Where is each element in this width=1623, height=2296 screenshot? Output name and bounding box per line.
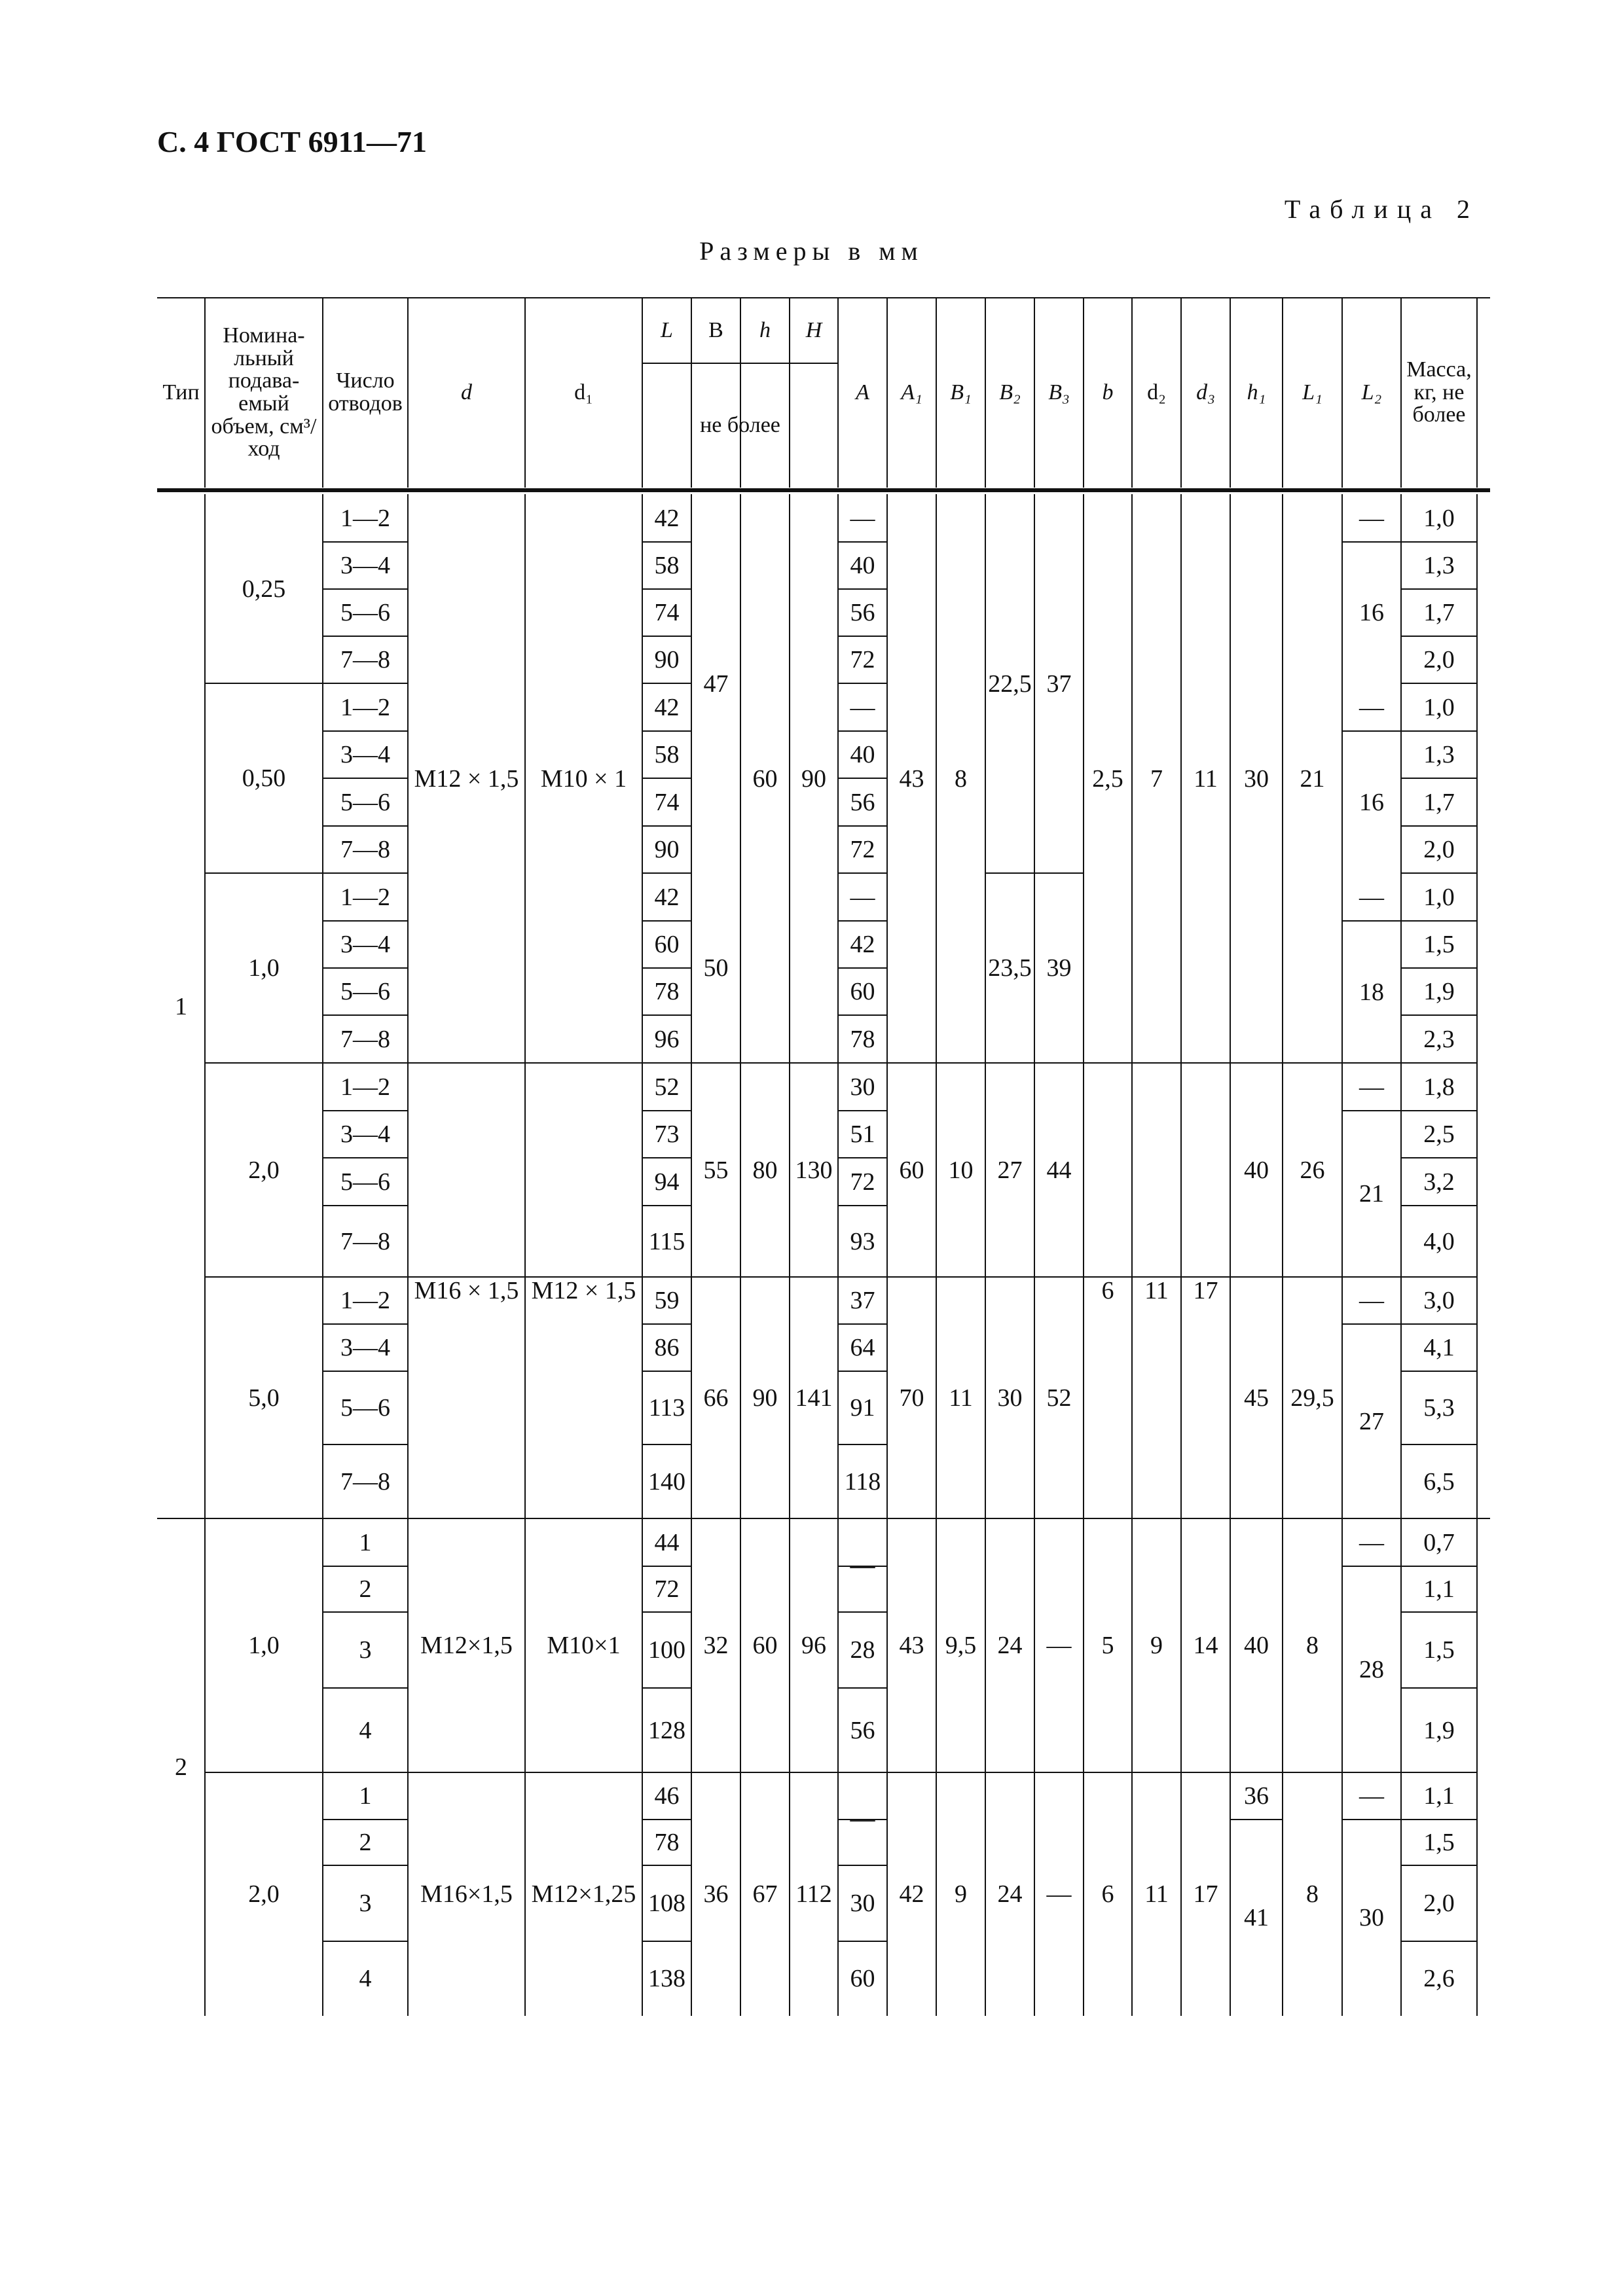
L-cell: 58	[654, 741, 680, 768]
A-cell: 64	[850, 1334, 875, 1361]
header-A1: A₁	[901, 380, 922, 404]
header-L2: L₂	[1361, 380, 1382, 404]
d-cell: M12 × 1,5	[414, 764, 519, 793]
h-cell: 90	[752, 1384, 778, 1412]
B2-cell: 22,5	[988, 670, 1032, 698]
A-cell: 56	[850, 1716, 875, 1744]
B1-cell: 8	[955, 764, 967, 793]
mass-cell: 2,0	[1423, 1890, 1455, 1917]
mass-cell: 1,5	[1423, 931, 1455, 958]
L2-cell: 28	[1359, 1655, 1384, 1683]
header-L: L	[661, 317, 673, 342]
L-cell: 108	[648, 1890, 685, 1917]
b-cell: 6	[1101, 1880, 1114, 1908]
h1-cell: 45	[1244, 1384, 1269, 1412]
B-cell: 36	[703, 1880, 729, 1908]
B2-cell: 24	[997, 1880, 1023, 1908]
B3-cell: —	[1046, 1880, 1072, 1908]
A-cell: 30	[850, 1890, 875, 1917]
L-cell: 42	[654, 504, 680, 532]
h-cell: 60	[752, 764, 778, 793]
header-b: b	[1102, 380, 1114, 404]
mass-cell: 1,5	[1423, 1636, 1455, 1664]
L-cell: 46	[654, 1782, 680, 1810]
units-note: Размеры в мм	[699, 236, 924, 266]
mass-cell: 5,3	[1423, 1394, 1455, 1422]
mass-cell: 1,3	[1423, 741, 1455, 768]
outlet-cell: 2	[359, 1829, 372, 1856]
H-cell: 141	[795, 1384, 833, 1412]
H-cell: 112	[795, 1880, 832, 1908]
volume-cell: 5,0	[248, 1384, 280, 1412]
outlet-cell: 5—6	[340, 788, 390, 816]
L1-cell: 26	[1300, 1156, 1325, 1184]
mass-cell: 1,0	[1423, 504, 1455, 532]
outlet-cell: 1—2	[340, 1287, 390, 1314]
volume-cell: 1,0	[248, 954, 280, 982]
mass-cell: 4,1	[1423, 1334, 1455, 1361]
header-d3: d₃	[1196, 380, 1215, 404]
B1-cell: 9,5	[945, 1632, 977, 1659]
L2-cell: 27	[1359, 1407, 1384, 1435]
A-cell: 72	[850, 646, 875, 673]
L-cell: 128	[648, 1716, 685, 1744]
outlet-cell: 5—6	[340, 599, 390, 626]
B-cell: 32	[703, 1632, 729, 1659]
volume-cell: 0,25	[242, 575, 286, 603]
b-cell: 6	[1101, 1277, 1114, 1304]
L2-cell: 21	[1359, 1180, 1384, 1208]
A-cell: —	[850, 1805, 875, 1833]
header-B1: B₁	[950, 380, 972, 404]
mass-cell: 2,5	[1423, 1121, 1455, 1148]
volume-cell: 2,0	[248, 1880, 280, 1908]
volume-cell: 1,0	[248, 1632, 280, 1659]
A-cell: 42	[850, 931, 875, 958]
outlet-cell: 3—4	[340, 1334, 390, 1361]
outlet-cell: 3—4	[340, 552, 390, 579]
L2-cell: —	[1359, 504, 1384, 532]
A-cell: 30	[850, 1073, 875, 1101]
B2-cell: 24	[997, 1632, 1023, 1659]
B3-cell: 52	[1046, 1384, 1072, 1412]
header-d2: d₂	[1147, 380, 1166, 404]
d-cell: M16 × 1,5	[414, 1277, 519, 1304]
L-cell: 74	[654, 599, 680, 626]
mass-cell: 1,8	[1423, 1073, 1455, 1101]
B-cell: 66	[703, 1384, 729, 1412]
d3-cell: 11	[1194, 764, 1218, 793]
B2-cell: 23,5	[988, 954, 1032, 982]
A1-cell: 70	[899, 1384, 924, 1412]
mass-cell: 2,0	[1423, 646, 1455, 673]
h-cell: 67	[752, 1880, 778, 1908]
A-cell: 51	[850, 1121, 875, 1148]
header-B2: B₂	[999, 380, 1021, 404]
h-cell: 60	[752, 1632, 778, 1659]
A-cell: 60	[850, 1965, 875, 1992]
header-type: Тип	[162, 380, 200, 404]
L-cell: 113	[648, 1394, 685, 1422]
table-label: Таблица 2	[1284, 194, 1479, 224]
L-cell: 44	[654, 1528, 680, 1556]
outlet-cell: 7—8	[340, 646, 390, 673]
mass-cell: 1,9	[1423, 1716, 1455, 1744]
B3-cell: 37	[1046, 670, 1072, 698]
outlet-cell: 7—8	[340, 836, 390, 863]
B3-cell: 44	[1046, 1156, 1072, 1184]
mass-cell: 1,0	[1423, 693, 1455, 721]
mass-cell: 4,0	[1423, 1227, 1455, 1255]
outlet-cell: 5—6	[340, 978, 390, 1005]
L-cell: 138	[648, 1965, 685, 1992]
header-outlets: Число отводов	[328, 368, 403, 416]
d3-cell: 17	[1193, 1880, 1218, 1908]
A-cell: —	[850, 504, 875, 532]
L-cell: 74	[654, 788, 680, 816]
h1-cell: 40	[1244, 1632, 1269, 1659]
L-cell: 115	[648, 1227, 685, 1255]
L2-cell: —	[1359, 883, 1384, 911]
mass-cell: 1,9	[1423, 978, 1455, 1005]
outlet-cell: 1	[359, 1528, 372, 1556]
L-cell: 90	[654, 646, 680, 673]
mass-cell: 1,7	[1423, 599, 1455, 626]
mass-cell: 1,1	[1423, 1782, 1455, 1810]
B-cell: 55	[703, 1156, 729, 1184]
B3-cell: —	[1046, 1632, 1072, 1659]
d1-cell: M12×1,25	[531, 1880, 636, 1908]
header-max-note: не более	[700, 412, 780, 437]
outlet-cell: 4	[359, 1716, 372, 1744]
header-A: A	[856, 380, 869, 404]
header-B3: B₃	[1048, 380, 1070, 404]
outlet-cell: 4	[359, 1965, 372, 1992]
outlet-cell: 1	[359, 1782, 372, 1810]
A-cell: 72	[850, 836, 875, 863]
outlet-cell: 3	[359, 1890, 372, 1917]
d2-cell: 11	[1144, 1880, 1169, 1908]
mass-cell: 1,0	[1423, 883, 1455, 911]
B2-cell: 27	[997, 1156, 1023, 1184]
d1-cell: M12 × 1,5	[531, 1277, 636, 1304]
header-volume: Номина-льный подава-емый объем, см³/ход	[211, 323, 317, 461]
A-cell: 93	[850, 1227, 875, 1255]
d2-cell: 9	[1150, 1632, 1163, 1659]
outlet-cell: 5—6	[340, 1394, 390, 1422]
page-header: С. 4 ГОСТ 6911—71	[157, 125, 428, 158]
outlet-cell: 7—8	[340, 1227, 390, 1255]
A-cell: 72	[850, 1168, 875, 1196]
A-cell: 37	[850, 1287, 875, 1314]
h1-cell: 30	[1244, 764, 1269, 793]
outlet-cell: 3	[359, 1636, 372, 1664]
volume-cell: 0,50	[242, 764, 286, 792]
L1-cell: 29,5	[1290, 1384, 1334, 1412]
L2-cell: —	[1359, 1287, 1384, 1314]
A-cell: —	[850, 883, 875, 911]
A-cell: 40	[850, 552, 875, 579]
L-cell: 42	[654, 883, 680, 911]
header-L1: L₁	[1302, 380, 1322, 404]
L-cell: 72	[654, 1575, 680, 1603]
mass-cell: 0,7	[1423, 1528, 1455, 1556]
A1-cell: 43	[899, 1632, 924, 1659]
d1-cell: M10 × 1	[540, 764, 627, 793]
L-cell: 73	[654, 1121, 680, 1148]
mass-cell: 2,6	[1423, 1965, 1455, 1992]
H-cell: 130	[795, 1156, 833, 1184]
mass-cell: 3,0	[1423, 1287, 1455, 1314]
H-cell: 96	[801, 1632, 826, 1659]
d1-cell: M10×1	[547, 1632, 621, 1659]
L-cell: 58	[654, 552, 680, 579]
h1-cell: 40	[1244, 1156, 1269, 1184]
A-cell: —	[850, 1551, 875, 1579]
outlet-cell: 2	[359, 1575, 372, 1603]
mass-cell: 3,2	[1423, 1168, 1455, 1196]
L-cell: 52	[654, 1073, 680, 1101]
volume-cell: 2,0	[248, 1156, 280, 1184]
outlet-cell: 1—2	[340, 504, 390, 532]
header-d1: d₁	[574, 380, 593, 404]
A-cell: 78	[850, 1025, 875, 1053]
H-cell: 90	[801, 764, 826, 793]
d2-cell: 11	[1144, 1277, 1169, 1304]
outlet-cell: 7—8	[340, 1025, 390, 1053]
header-h: h	[759, 317, 771, 342]
A1-cell: 43	[899, 764, 924, 793]
L2-cell: —	[1359, 1073, 1384, 1101]
A-cell: —	[850, 693, 875, 721]
type-cell: 1	[175, 992, 187, 1020]
header-H: H	[805, 317, 822, 342]
A-cell: 56	[850, 788, 875, 816]
L-cell: 140	[648, 1467, 685, 1496]
mass-cell: 2,3	[1423, 1025, 1455, 1053]
d3-cell: 17	[1193, 1277, 1218, 1304]
d2-cell: 7	[1150, 764, 1163, 793]
h-cell: 80	[752, 1156, 778, 1184]
L-cell: 42	[654, 693, 680, 721]
header-d: d	[461, 380, 472, 404]
A-cell: 91	[850, 1394, 875, 1422]
outlet-cell: 1—2	[340, 1073, 390, 1101]
header-mass: Масса, кг, не более	[1406, 357, 1472, 427]
outlet-cell: 3—4	[340, 931, 390, 958]
L1-cell: 8	[1306, 1880, 1319, 1908]
L2-cell: —	[1359, 1528, 1384, 1556]
L2-cell: 16	[1359, 599, 1384, 626]
L1-cell: 8	[1306, 1632, 1319, 1659]
L2-cell: 18	[1359, 978, 1384, 1006]
header-h1: h₁	[1247, 380, 1266, 404]
outlet-cell: 7—8	[340, 1467, 390, 1496]
L-cell: 59	[654, 1287, 680, 1314]
mass-cell: 1,3	[1423, 552, 1455, 579]
h1-cell: 36	[1244, 1782, 1269, 1810]
b-cell: 5	[1101, 1632, 1114, 1659]
outlet-cell: 3—4	[340, 741, 390, 768]
outlet-cell: 1—2	[340, 693, 390, 721]
L2-cell: —	[1359, 1782, 1384, 1810]
B1-cell: 11	[949, 1384, 973, 1412]
b-cell: 2,5	[1092, 764, 1123, 793]
A-cell: 40	[850, 741, 875, 768]
B-cell: 50	[703, 954, 729, 982]
A1-cell: 42	[899, 1880, 924, 1908]
L1-cell: 21	[1300, 764, 1325, 793]
B1-cell: 9	[955, 1880, 967, 1908]
B-cell: 47	[703, 670, 729, 698]
outlet-cell: 5—6	[340, 1168, 390, 1196]
L-cell: 96	[654, 1025, 680, 1053]
outlet-cell: 1—2	[340, 883, 390, 911]
L-cell: 86	[654, 1334, 680, 1361]
outlet-cell: 3—4	[340, 1121, 390, 1148]
mass-cell: 6,5	[1423, 1467, 1455, 1496]
d-cell: M16×1,5	[420, 1880, 513, 1908]
A-cell: 118	[844, 1467, 881, 1496]
B2-cell: 30	[997, 1384, 1023, 1412]
A-cell: 60	[850, 978, 875, 1005]
mass-cell: 1,1	[1423, 1575, 1455, 1603]
L2-cell: —	[1359, 693, 1384, 721]
mass-cell: 1,7	[1423, 788, 1455, 816]
d-cell: M12×1,5	[420, 1632, 513, 1659]
L-cell: 78	[654, 978, 680, 1005]
mass-cell: 1,5	[1423, 1829, 1455, 1856]
A-cell: 28	[850, 1636, 875, 1664]
B3-cell: 39	[1046, 954, 1072, 982]
L-cell: 60	[654, 931, 680, 958]
mass-cell: 2,0	[1423, 836, 1455, 863]
L-cell: 100	[648, 1636, 685, 1664]
h1-cell: 41	[1244, 1904, 1269, 1931]
header-B: B	[708, 317, 723, 342]
L-cell: 90	[654, 836, 680, 863]
L2-cell: 30	[1359, 1904, 1384, 1931]
d3-cell: 14	[1193, 1632, 1218, 1659]
L-cell: 78	[654, 1829, 680, 1856]
A1-cell: 60	[899, 1156, 924, 1184]
A-cell: 56	[850, 599, 875, 626]
type-cell: 2	[175, 1753, 187, 1781]
L2-cell: 16	[1359, 788, 1384, 816]
L-cell: 94	[654, 1168, 680, 1196]
B1-cell: 10	[948, 1156, 974, 1184]
